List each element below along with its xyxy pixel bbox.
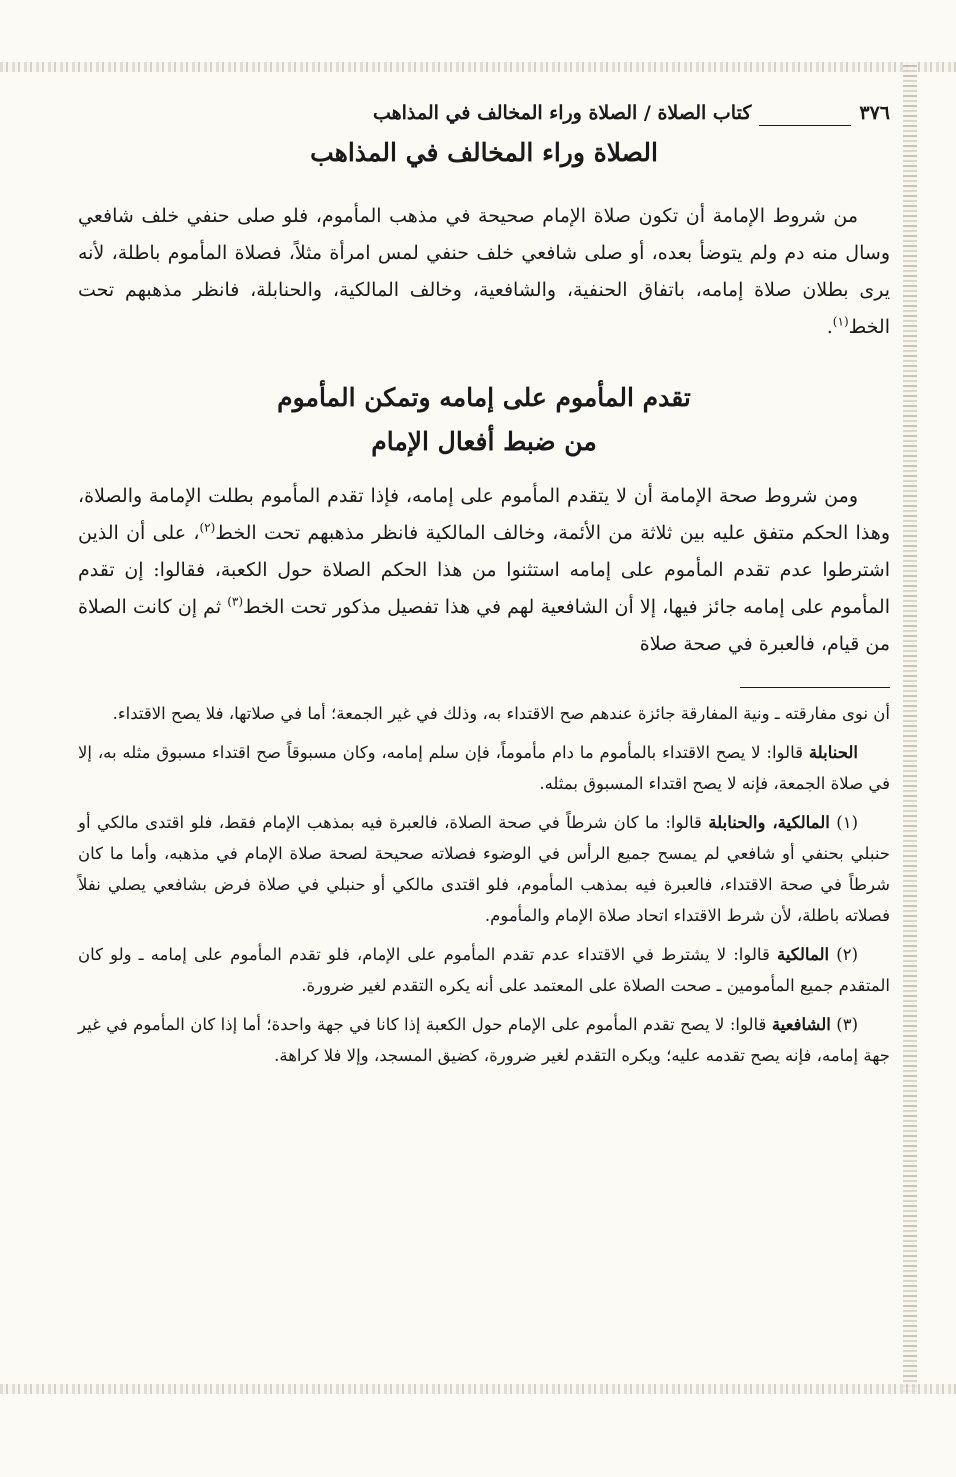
running-title: كتاب الصلاة / الصلاة وراء المخالف في المذاهب (372, 102, 752, 124)
section-2-text-c: ثم إن كانت الصلاة من قيام، فالعبرة في صحة صلاة (78, 596, 890, 655)
footnote-1 (78, 807, 890, 931)
section-title-2-line-1: تقدم المأموم على إمامه وتمكن المأموم (277, 383, 691, 412)
page-number: ٣٧٦ (859, 102, 890, 124)
section-title-2 (78, 376, 890, 464)
footnote-1-label: المالكية، والحنابلة (708, 813, 830, 832)
footnote-2-label: المالكية (776, 945, 830, 964)
footnote-hanabila-text: قالوا: لا يصح الاقتداء بالمأموم ما دام مأموماً، فإن سلم إمامه، وكان مسبوقاً صح اقتداء مسبوق مثله به، إلا في صلاة الجمعة، فإنه لا يصح اقتداء المسبوق بمثله. (78, 743, 890, 793)
footnote-hanabila (78, 737, 890, 799)
footnote-carry-over: أن نوى مفارقته ـ ونية المفارقة جائزة عندهم صح الاقتداء به، وذلك في غير الجمعة؛ أما في صلاتها، فلا يصح الاقتداء. (112, 704, 890, 723)
section-1-text: من شروط الإمامة أن تكون صلاة الإمام صحيحة في مذهب المأموم، فلو صلى حنفي خلف شافعي وسال منه دم ولم يتوضأ بعده، أو صلى شافعي خلف حنفي لمس امرأة مثلاً، فصلاة المأموم باطلة، لأنه يرى بطلان صلاة إمامه، باتفاق الحنفية، والشافعية، وخالف المالكية، والحنابلة، فانظر مذهبهم تحت الخط (78, 205, 890, 338)
running-head (78, 98, 890, 126)
book-page (78, 98, 890, 1079)
scan-border-right (903, 62, 917, 1392)
footnote-3-label: الشافعية (771, 1015, 831, 1034)
footnote-3 (78, 1009, 890, 1071)
footnote-ref-3[interactable]: (٣) (227, 594, 244, 609)
section-2-text-a: ومن شروط صحة الإمامة أن لا يتقدم المأموم على إمامه، فإذا تقدم المأموم بطلت الإمامة والصلاة، وهذا الحكم متفق عليه بين ثلاثة من الأئمة، وخالف المالكية فانظر مذهبهم تحت الخط (78, 485, 890, 544)
footnote-1-text: قالوا: ما كان شرطاً في صحة الصلاة، فالعبرة فيه بمذهب الإمام فقط، فلو اقتدى مالكي أو حنبلي بحنفي أو شافعي لم يمسح جميع الرأس في الوضوء فصلاته صحيحة لصحة صلاة الإمام في مذهبه، وأما ما كان شرطاً في صحة الاقتداء، فالعبرة فيه بمذهب المأموم، فلو اقتدى مالكي أو حنبلي في صلاة فرض بشافعي يصلي نفلاً فصلاته باطلة، لأن شرط الاقتداء اتحاد صلاة الإمام والمأموم. (78, 813, 891, 925)
footnote-2-text: قالوا: لا يشترط في الاقتداء عدم تقدم المأموم على الإمام، فلو تقدم المأموم على إمامه ـ ولو كان المتقدم جميع المأمومين ـ صحت الصلاة على المعتمد على أنه يكره التقدم لغير ضرورة. (78, 945, 890, 995)
footnote-separator (740, 687, 890, 688)
footnote-1-number: (١) (836, 813, 858, 832)
section-2-paragraph (78, 478, 890, 663)
footnote-2 (78, 939, 890, 1001)
header-rule (759, 113, 851, 126)
scan-border-top (0, 62, 956, 72)
footnote-ref-1[interactable]: (١) (832, 314, 849, 329)
section-1-paragraph (78, 198, 890, 346)
footnote-3-number: (٣) (836, 1015, 858, 1034)
spacer (78, 346, 890, 376)
footnote-hanabila-label: الحنابلة (808, 743, 858, 762)
section-1-text-end: . (826, 316, 833, 338)
section-title-1: الصلاة وراء المخالف في المذاهب (310, 138, 658, 167)
footnote-ref-2[interactable]: (٢) (199, 520, 216, 535)
footnote-3-text: قالوا: لا يصح تقدم المأموم على الإمام حول الكعبة إذا كانا في جهة واحدة؛ أما إذا كان المأموم في غير جهة إمامه، فإنه يصح تقدمه عليه؛ ويكره التقدم لغير ضرورة، كضيق المسجد، وإلا فلا كراهة. (78, 1015, 890, 1065)
scan-border-bottom (0, 1384, 956, 1394)
section-2-text-b: ، على أن الذين اشترطوا عدم تقدم المأموم على إمامه استثنوا من هذا الحكم الصلاة حول الكعبة، فقالوا: إن تقدم المأموم على إمامه جائز فيها، إلا أن الشافعية لهم في هذا تفصيل مذكور تحت الخط (78, 522, 890, 618)
footnote-2-number: (٢) (836, 945, 858, 964)
section-title-2-line-2: من ضبط أفعال الإمام (371, 427, 597, 456)
